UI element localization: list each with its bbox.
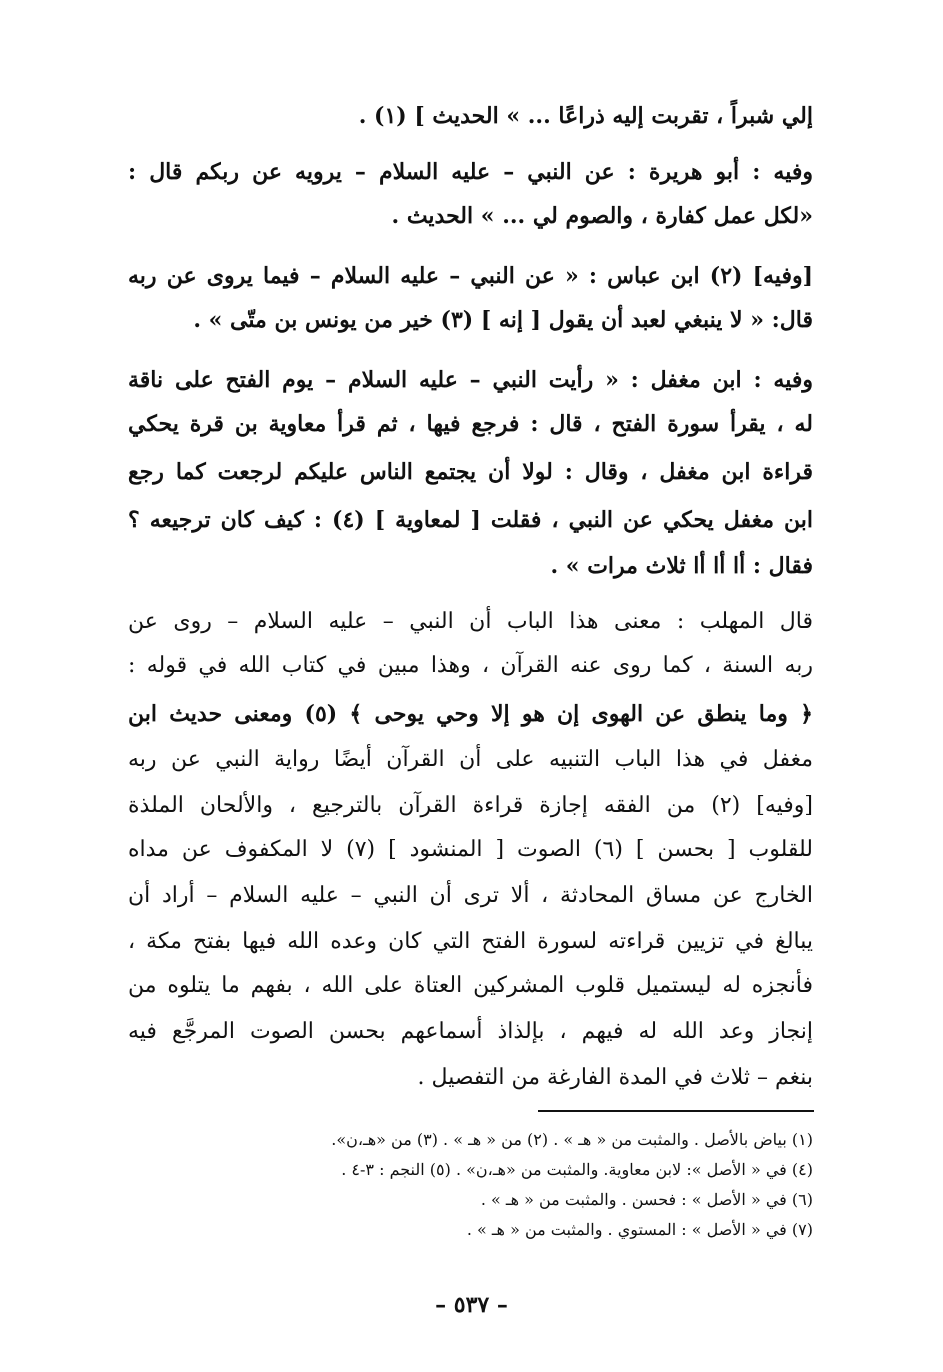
quran-verse-line: ﴿ وما ينطق عن الهوى إن هو إلا وحي يوحى ﴾ (٥) ومعنى حديث ابن <box>128 701 813 727</box>
text-line: قال المهلب : معنى هذا الباب أن النبي – عليه السلام – روى عن <box>128 609 813 634</box>
text-line: قال: « لا ينبغي لعبد أن يقول [ إنه ] (٣) خير من يونس بن متّى » . <box>193 307 813 333</box>
text-line: ابن مغفل يحكي عن النبي ، فقلت [ لمعاوية ] (٤) : كيف كان ترجيعه ؟ <box>128 507 813 533</box>
footnote-line: (٤) في « الأصل »: لابن معاوية. والمثبت من «هـ،ن» . (٥) النجم : ٣-٤ . <box>341 1160 813 1179</box>
page-number: – ٥٣٧ – <box>435 1292 508 1318</box>
text-line: يبالغ في تزيين قراءته لسورة الفتح التي كان وعده الله فيها بفتح مكة ، <box>128 929 813 954</box>
text-line: وفيه : أبو هريرة : عن النبي – عليه السلام – يرويه عن ربكم قال : <box>128 159 813 185</box>
footnote-line: (١) بياض بالأصل . والمثبت من « هـ » . (٢) من « هـ » . (٣) من «هـ،ن». <box>331 1130 813 1149</box>
text-line: للقلوب [ بحسن ] (٦) الصوت [ المنشود ] (٧) لا المكفوف عن مداه <box>128 837 813 862</box>
text-line: [وفيه] (٢) ابن عباس : « عن النبي – عليه السلام – فيما يروى عن ربه <box>128 263 813 289</box>
footnote-separator <box>538 1110 814 1112</box>
text-line: ربه السنة ، كما روى عنه القرآن ، وهذا مبين في كتاب الله في قوله : <box>128 653 813 678</box>
text-line: بنغم – ثلاث في المدة الفارغة من التفصيل . <box>417 1065 813 1090</box>
text-line: «لكل عمل كفارة ، والصوم لي ... » الحديث . <box>391 203 813 229</box>
text-line: [وفيه] (٢) من الفقه إجازة قراءة القرآن بالترجيع ، والألحان الملذة <box>128 793 813 818</box>
text-line: مغفل في هذا الباب التنبيه على أن القرآن أيضًا رواية النبي عن ربه <box>128 747 813 772</box>
footnote-line: (٧) في « الأصل » : المستوي . والمثبت من « هـ » . <box>466 1220 813 1239</box>
text-line: الخارج عن مساق المحادثة ، ألا ترى أن النبي – عليه السلام – أراد أن <box>128 883 813 908</box>
text-line: له ، يقرأ سورة الفتح ، قال : فرجع فيها ، ثم قرأ معاوية بن قرة يحكي <box>128 411 813 437</box>
text-line: إلي شبراً ، تقربت إليه ذراعًا ... » الحديث ] (١) . <box>358 103 813 129</box>
text-line: وفيه : ابن مغفل : « رأيت النبي – عليه السلام – يوم الفتح على ناقة <box>128 367 813 393</box>
text-line: قراءة ابن مغفل ، وقال : لولا أن يجتمع الناس عليكم لرجعت كما رجع <box>128 459 813 485</box>
footnote-line: (٦) في « الأصل » : فحسن . والمثبت من « هـ » . <box>480 1190 813 1209</box>
text-line: إنجاز وعد الله له فيهم ، بإلذاذ أسماعهم بحسن الصوت المرجَّع فيه <box>128 1019 813 1044</box>
text-line: فأنجزه له ليستميل قلوب المشركين العتاة على الله ، بفهم ما يتلوه من <box>128 973 813 998</box>
text-line: فقال : أا أا أا ثلاث مرات » . <box>550 553 813 579</box>
